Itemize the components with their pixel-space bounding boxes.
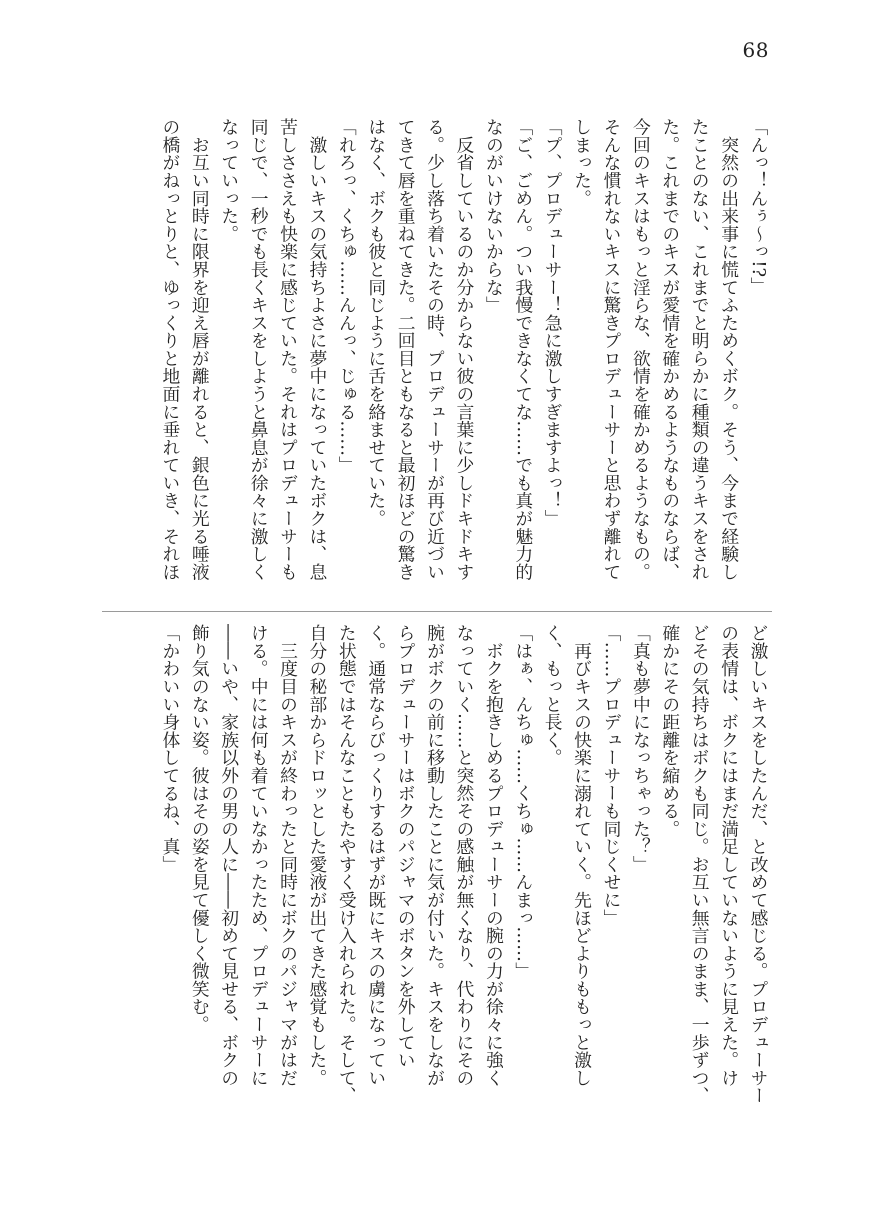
text-line: 「んっ！んぅ～っ!?」: [748, 118, 769, 295]
text-line: ど激しいキスをしたんだ、と改めて感じる。プロデューサー: [748, 624, 769, 1104]
text-line: らプロデューサーはボクのパジャマのボタンを外してい: [395, 624, 417, 1069]
text-line: 確かにその距離を縮める。: [659, 624, 681, 838]
text-line: たことのない、これまでと明らかに種類の違うキスをされ: [689, 118, 711, 581]
text-line: ボクを抱きしめるプロデューサーの腕の力が徐々に強く: [483, 624, 505, 1087]
text-line: 「かわいい身体してるね、真」: [159, 624, 181, 874]
text-line: なっていく……と突然その感触が無くなり、代わりにその: [453, 624, 475, 1087]
text-line: なっていった。: [218, 118, 240, 243]
page-number: 68: [742, 38, 769, 62]
text-line: 激しいキスの気持ちよさに夢中になっていたボクは、息: [306, 118, 328, 581]
text-line: なのがいけないからな」: [483, 118, 505, 314]
text-line: 三度目のキスが終わったと同時にボクのパジャマがはだ: [277, 624, 299, 1087]
text-line: お互い同時に限界を迎え唇が離れると、銀色に光る唾液: [189, 118, 211, 581]
text-line: の橋がねっとりと、ゆっくりと地面に垂れていき、それほ: [159, 118, 181, 581]
text-line: どその気持ちはボクも同じ。お互い無言のまま、一歩ずつ、: [689, 624, 711, 1104]
text-line: く。通常ならびっくりするはずが既にキスの虜になってい: [365, 624, 387, 1087]
upper-text-column: [93, 118, 773, 600]
text-line: そんな慣れないキスに驚きプロデューサーと思わず離れて: [600, 118, 622, 581]
text-line: 苦しささえも快楽に感じていた。それはプロデューサーも: [277, 118, 299, 581]
text-line: 同じで、一秒でも長くキスをしようと鼻息が徐々に激しく: [248, 118, 270, 581]
text-line: 「プ、プロデューサー！急に激しすぎますよっ！」: [542, 118, 564, 528]
text-line: 再びキスの快楽に溺れていく。先ほどよりももっと激し: [571, 624, 593, 1087]
text-line: 腕がボクの前に移動したことに気が付いた。キスをしなが: [424, 624, 446, 1087]
text-line: 「れろっ、くちゅ……んんっ、じゅる……」: [336, 118, 358, 474]
text-line: 飾り気のない姿。彼はその姿を見て優しく微笑む。: [189, 624, 211, 1034]
lower-text-column: [93, 624, 773, 1104]
text-line: 「……プロデューサーも同じくせに」: [600, 624, 622, 927]
text-line: ――いや、家族以外の男の人に――初めて見せる、ボクの: [218, 624, 240, 1087]
text-line: る。少し落ち着いたその時、プロデューサーが再び近づい: [424, 118, 446, 581]
text-line: 「はぁ、んちゅ……くちゅ……んまっ……」: [512, 624, 534, 980]
text-line: 突然の出来事に慌てふためくボク。そう、今まで経験し: [718, 118, 740, 581]
text-line: た。これまでのキスが愛情を確かめるようなものならば、: [659, 118, 681, 581]
text-line: 自分の秘部からドロッとした愛液が出てきた感覚もした。: [306, 624, 328, 1087]
text-line: 「ご、ごめん。つい我慢できなくてな……でも真が魅力的: [512, 118, 534, 581]
text-line: はなく、ボクも彼と同じように舌を絡ませていた。: [365, 118, 387, 528]
text-line: ける。中には何も着ていなかったため、プロデューサーに: [248, 624, 270, 1087]
column-divider: [102, 611, 772, 612]
text-line: た状態ではそんなこともたやすく受け入れられた。そして、: [336, 624, 358, 1104]
text-line: しまった。: [571, 118, 593, 207]
text-line: 今回のキスはもっと淫らな、欲情を確かめるようなもの。: [630, 118, 652, 581]
text-line: てきて唇を重ねてきた。二回目ともなると最初ほどの驚き: [395, 118, 417, 581]
text-line: の表情は、ボクにはまだ満足していないように見えた。け: [718, 624, 740, 1087]
text-line: 反省しているのか分からない彼の言葉に少しドキドキす: [453, 118, 475, 581]
text-line: 「真も夢中になっちゃった？」: [630, 624, 652, 874]
text-line: く、もっと長く。: [542, 624, 564, 767]
